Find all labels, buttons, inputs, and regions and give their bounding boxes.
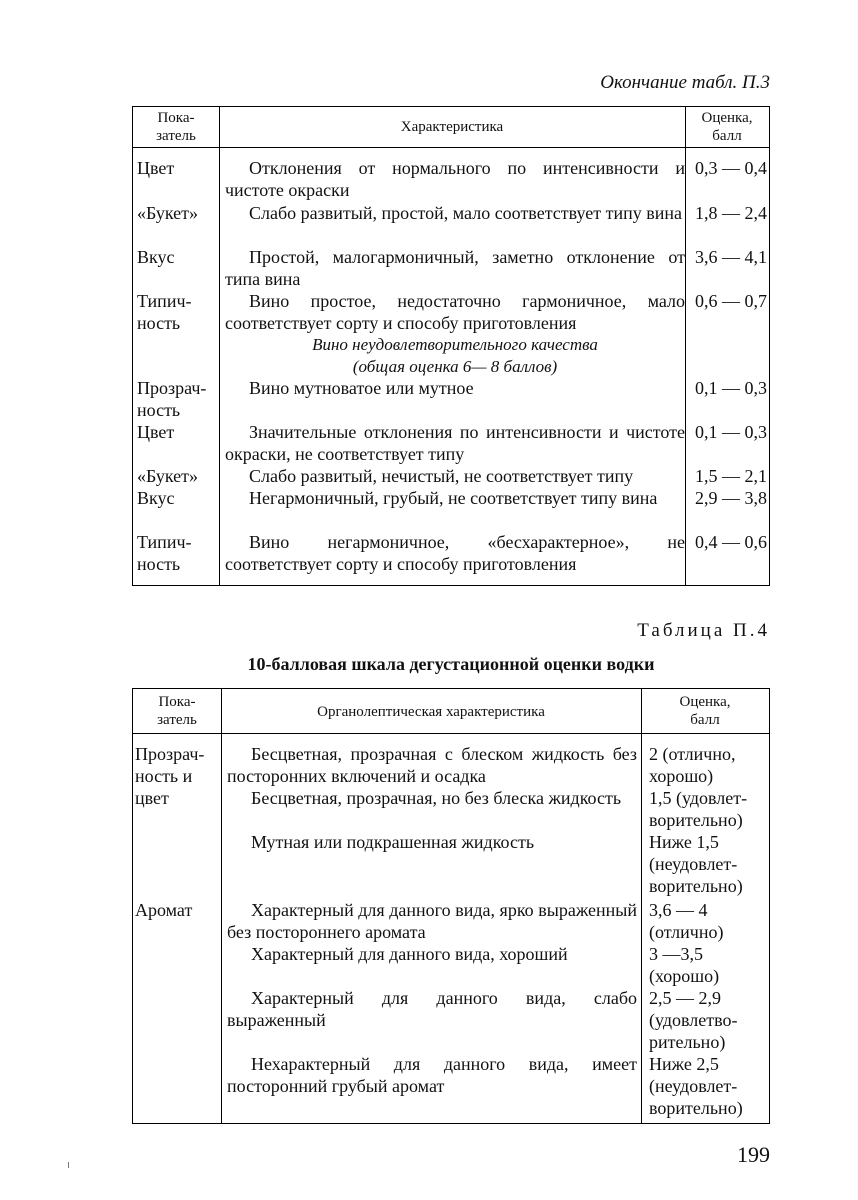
score-cell: 3,6 — 4,1 [695, 247, 767, 267]
characteristic-cell [227, 943, 637, 965]
table-continuation-caption: Окончание табл. П.3 [600, 72, 770, 93]
characteristic-text: Мутная или подкрашенная жидкость [251, 832, 535, 852]
characteristic-cell [227, 1053, 637, 1097]
wine-evaluation-table [132, 106, 770, 586]
characteristic-text: Простой, малогармоничный, заметно отклонение от типа вина [225, 247, 685, 289]
score-cell: 1,5 (удовлет- ворительно) [649, 788, 748, 830]
score-cell: 3 —3,5 (хорошо) [649, 944, 720, 986]
characteristic-text: Нехарактерный для данного вида, имеет посторонний грубый аромат [227, 1054, 637, 1096]
header-score: Оценка, балл [701, 110, 753, 144]
characteristic-text: Вино негармоничное, «бесхарактерное», не соответствует сорту и способу приготовления [225, 532, 685, 574]
characteristic-cell [227, 787, 637, 809]
score-cell: Ниже 1,5 (неудовлет- ворительно) [649, 832, 743, 896]
header-score: Оценка, балл [679, 694, 731, 728]
score-cell: 0,1 — 0,3 [695, 422, 767, 442]
characteristic-cell [225, 377, 685, 399]
indicator-cell: Аромат [135, 900, 193, 920]
characteristic-text: Характерный для данного вида, хороший [251, 944, 568, 964]
characteristic-text: Вино мутноватое или мутное [249, 378, 474, 398]
column-divider [641, 689, 642, 1123]
characteristic-cell [225, 465, 685, 487]
characteristic-text: Негармоничный, грубый, не соответствует типу вина [249, 488, 658, 508]
characteristic-cell [227, 831, 637, 853]
characteristic-text: Бесцветная, прозрачная, но без блеска жидкость [251, 788, 622, 808]
indicator-cell: Цвет [137, 158, 175, 178]
characteristic-text: Вино простое, недостаточно гармоничное, мало соответствует сорту и способу приготовления [225, 291, 685, 333]
characteristic-cell [225, 202, 685, 224]
indicator-cell: Цвет [137, 422, 175, 442]
indicator-cell: Вкус [137, 247, 175, 267]
indicator-cell: Вкус [137, 488, 175, 508]
characteristic-text: Значительные отклонения по интенсивности и чистоте окраски, не соответствует типу [225, 422, 685, 464]
characteristic-cell [227, 899, 637, 943]
header-characteristic: Органолептическая характеристика [317, 704, 545, 720]
header-indicator: Пока- затель [156, 110, 196, 144]
characteristic-cell [225, 246, 685, 290]
characteristic-cell [225, 421, 685, 465]
characteristic-cell [225, 290, 685, 334]
column-divider [221, 689, 222, 1123]
score-cell: 1,5 — 2,1 [695, 466, 767, 486]
header-divider [133, 733, 769, 734]
score-cell: 3,6 — 4 (отлично) [649, 900, 724, 942]
characteristic-text: Слабо развитый, простой, мало соответствует типу вина [249, 203, 683, 223]
score-cell: 0,1 — 0,3 [695, 378, 767, 398]
score-cell: 0,3 — 0,4 [695, 158, 767, 178]
characteristic-cell [227, 987, 637, 1031]
page-number: 199 [737, 1142, 770, 1167]
characteristic-text: Характерный для данного вида, ярко выраженный без постороннего аромата [227, 900, 637, 942]
indicator-cell: Типич- ность [137, 291, 192, 333]
characteristic-text: Отклонения от нормального по интенсивности и чистоте окраски [225, 158, 685, 200]
characteristic-text: Характерный для данного вида, слабо выраженный [227, 988, 637, 1030]
indicator-cell: «Букет» [137, 466, 199, 486]
header-characteristic: Характеристика [400, 119, 504, 135]
header-divider [133, 147, 769, 148]
indicator-cell: Прозрач- ность [137, 378, 207, 420]
score-cell: 2,9 — 3,8 [695, 488, 767, 508]
indicator-cell: «Букет» [137, 203, 199, 223]
section-subheading: Вино неудовлетворительного качества [312, 335, 598, 354]
indicator-cell: Прозрач- ность и цвет [135, 744, 205, 808]
vodka-tasting-scale-table [132, 688, 770, 1124]
header-indicator: Пока- затель [157, 694, 197, 728]
score-cell: 0,4 — 0,6 [695, 532, 767, 552]
score-cell: Ниже 2,5 (неудовлет- ворительно) [649, 1054, 743, 1118]
indicator-cell: Типич- ность [137, 532, 192, 574]
characteristic-text: Слабо развитый, нечистый, не соответствует типу [249, 466, 634, 486]
score-cell: 0,6 — 0,7 [695, 291, 767, 311]
characteristic-cell [227, 743, 637, 787]
section-subheading-score: (общая оценка 6— 8 баллов) [352, 357, 558, 376]
score-cell: 2 (отлично, хорошо) [649, 744, 736, 786]
characteristic-text: Бесцветная, прозрачная с блеском жидкость без посторонних включений и осадка [227, 744, 637, 786]
score-cell: 2,5 — 2,9 (удовлетво- рительно) [649, 988, 738, 1052]
characteristic-cell [225, 157, 685, 201]
column-divider [685, 107, 686, 585]
characteristic-cell [225, 531, 685, 575]
scan-mark [68, 1162, 69, 1168]
table-title: 10-балловая шкала дегустационной оценки водки [247, 654, 655, 674]
characteristic-cell [225, 487, 685, 509]
score-cell: 1,8 — 2,4 [695, 203, 767, 223]
table-caption: Таблица П.4 [637, 620, 770, 641]
